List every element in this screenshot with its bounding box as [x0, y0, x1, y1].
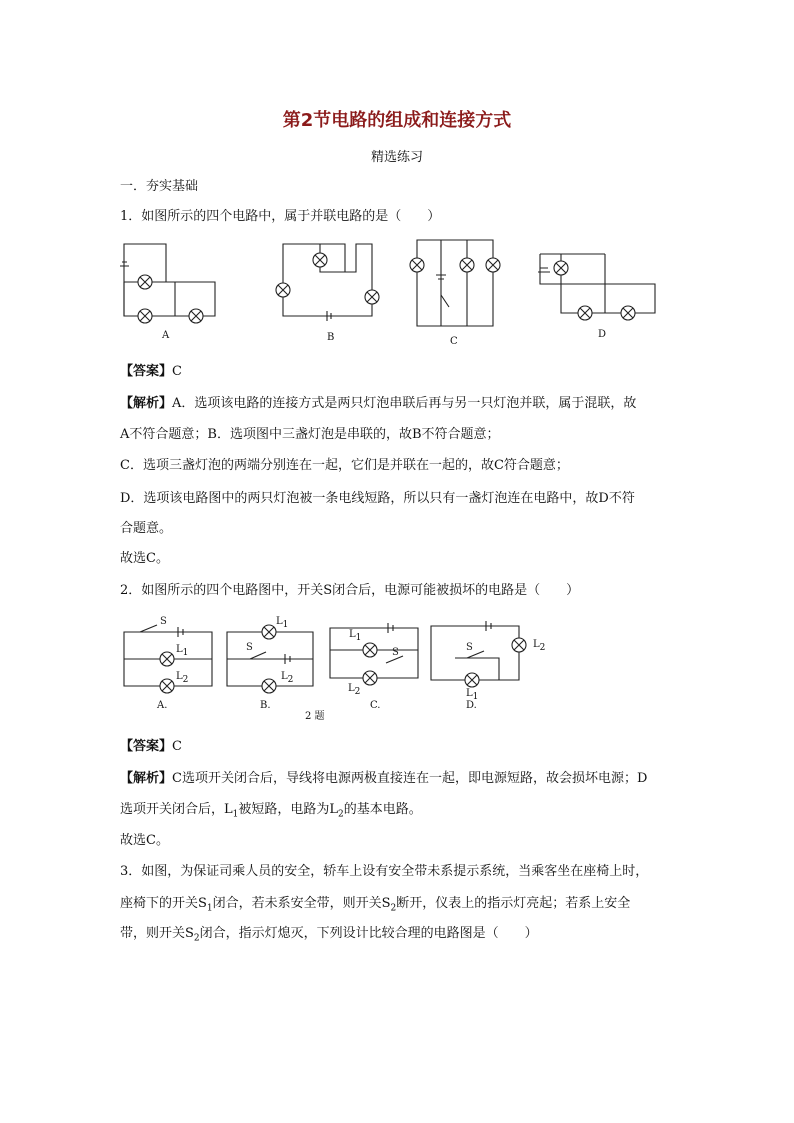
q2-d-l2-label: $L_2$	[533, 639, 546, 653]
q1-question: 1．如图所示的四个电路中，属于并联电路的是（ ）	[120, 209, 441, 224]
q2-b-l2-label: $L_2$	[281, 671, 294, 685]
q1-conclusion: 故选C。	[120, 551, 169, 566]
analysis-text: C选项开关闭合后，导线将电源两极直接连在一起，即电源短路，故会损坏电源；D	[172, 771, 648, 786]
switch-label: S	[466, 642, 473, 653]
answer-value: C	[172, 364, 182, 379]
q2-a-l1-label: $L_1$	[176, 644, 189, 658]
switch-label: S	[160, 616, 167, 627]
answer-tag: 【答案】	[120, 364, 173, 379]
q2-label-c: C.	[370, 700, 381, 711]
q3-line-1: 3．如图，为保证司乘人员的安全，轿车上设有安全带未系提示系统，当乘客坐在座椅上时，	[120, 864, 649, 879]
q2-circuit-b	[227, 625, 313, 693]
q1-analysis-line-5: 合题意。	[120, 521, 173, 536]
section-heading: 一．夯实基础	[120, 179, 199, 194]
switch-label: S	[392, 647, 399, 658]
analysis-text: A．选项该电路的连接方式是两只灯泡串联后再与另一只灯泡并联，属于混联，故	[172, 396, 637, 411]
q2-d-l1-label: $L_1$	[466, 688, 479, 702]
analysis-tag: 【解析】	[120, 771, 173, 786]
q2-c-l2-label: $L_2$	[348, 683, 361, 697]
q1-analysis-line-2: A不符合题意；B．选项图中三盏灯泡是串联的，故B不符合题意；	[120, 427, 500, 442]
answer-tag: 【答案】	[120, 739, 173, 754]
analysis-tag: 【解析】	[120, 396, 173, 411]
q2-analysis-line-2: 选项开关闭合后，$L_1$被短路，电路为$L_2$的基本电路。	[120, 802, 422, 820]
q3-line-3: 带，则开关$S_2$闭合，指示灯熄灭，下列设计比较合理的电路图是（ ）	[120, 926, 538, 944]
q2-label-d: D.	[466, 700, 477, 711]
q2-question: 2．如图所示的四个电路图中，开关S闭合后，电源可能被损坏的电路是（ ）	[120, 583, 580, 598]
q2-circuit-c	[330, 623, 418, 685]
q2-b-l1-label: $L_1$	[276, 616, 289, 630]
page-subtitle: 精选练习	[370, 150, 423, 165]
q2-answer	[120, 738, 182, 756]
q2-circuit-a	[124, 616, 212, 693]
switch-label: S	[246, 642, 253, 653]
q1-label-b: B	[327, 332, 335, 343]
q2-circuit-d	[431, 621, 526, 687]
answer-value: C	[172, 739, 182, 754]
q1-label-d: D	[598, 329, 607, 340]
q2-conclusion: 故选C。	[120, 833, 169, 848]
q2-a-l2-label: $L_2$	[176, 671, 189, 685]
q1-label-c: C	[450, 336, 458, 347]
page-title: 第2节电路的组成和连接方式	[282, 110, 512, 131]
q2-label-b: B.	[260, 700, 271, 711]
q2-analysis-line-1	[120, 770, 647, 788]
q2-figure-caption: 2 题	[305, 711, 325, 722]
q2-label-a: A.	[157, 700, 168, 711]
q2-c-l1-label: $L_1$	[349, 629, 362, 643]
q1-analysis-line-4: D．选项该电路图中的两只灯泡被一条电线短路，所以只有一盏灯泡连在电路中，故D不符	[120, 491, 635, 506]
q1-analysis-line-3: C．选项三盏灯泡的两端分别连在一起，它们是并联在一起的，故C符合题意；	[120, 458, 569, 473]
q3-line-2: 座椅下的开关$S_1$闭合，若未系安全带，则开关$S_2$断开，仪表上的指示灯亮起；若系上安全	[120, 896, 631, 914]
q1-label-a: A	[162, 330, 170, 341]
